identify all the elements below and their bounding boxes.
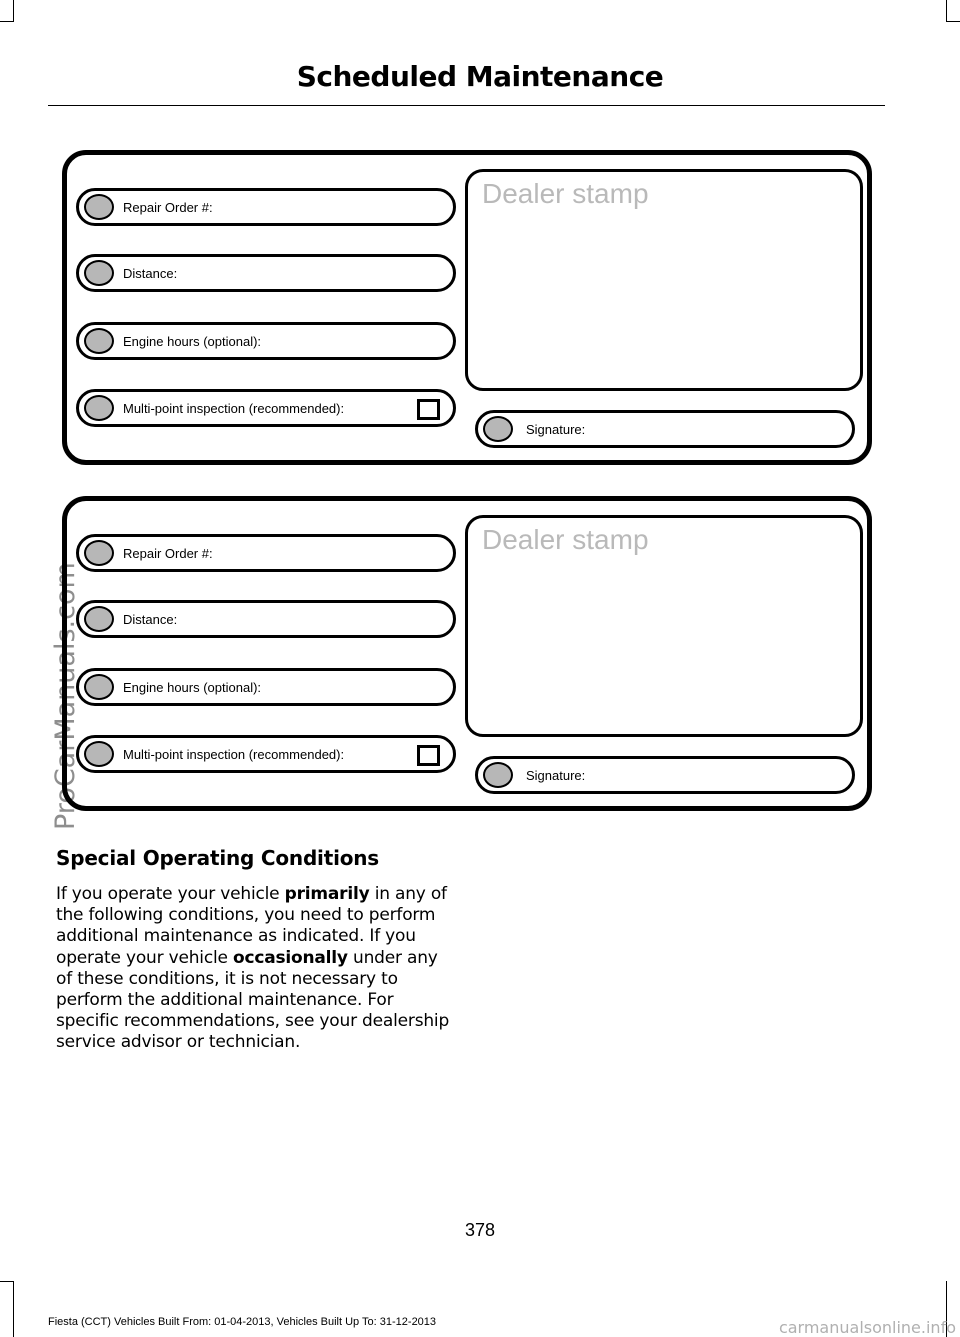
maintenance-record-card-2 (62, 496, 872, 811)
bottom-watermark: carmanualsonline.info (778, 1318, 956, 1337)
engine-hours-label: Engine hours (optional): (123, 334, 262, 349)
field-bullet-icon (84, 328, 114, 354)
distance-label: Distance: (123, 612, 178, 627)
title-divider (48, 105, 885, 106)
inspection-label: Multi-point inspection (recommended): (123, 747, 345, 762)
page-number: 378 (464, 1220, 496, 1240)
distance-field[interactable] (76, 254, 456, 292)
body-text-2: in any of the following conditions, you need to perform additional maintenance as indicated. If you operate your vehicle (56, 884, 447, 968)
field-bullet-icon (84, 674, 114, 700)
crop-mark-bottom-left-v (13, 1281, 14, 1337)
distance-field[interactable] (76, 600, 456, 638)
crop-mark-top-right-v (946, 0, 947, 22)
section-body (56, 884, 456, 1054)
repair-order-label: Repair Order #: (123, 546, 213, 561)
inspection-checkbox[interactable] (417, 745, 440, 766)
inspection-field (76, 389, 456, 427)
engine-hours-field[interactable] (76, 668, 456, 706)
section-heading: Special Operating Conditions (56, 846, 380, 870)
page-title: Scheduled Maintenance (296, 60, 664, 93)
crop-mark-top-right-h (946, 21, 960, 22)
repair-order-field[interactable] (76, 534, 456, 572)
field-bullet-icon (84, 194, 114, 220)
crop-mark-bottom-left-h (0, 1281, 14, 1282)
dealer-stamp-box (465, 515, 863, 737)
field-bullet-icon (483, 762, 513, 788)
signature-label: Signature: (526, 768, 586, 783)
body-text-3: under any of these conditions, it is not necessary to perform the additional maintenance. For specific recommendations, see your dealership service advisor or technician. (56, 947, 450, 1053)
repair-order-label: Repair Order #: (123, 200, 213, 215)
field-bullet-icon (84, 260, 114, 286)
engine-hours-label: Engine hours (optional): (123, 680, 262, 695)
dealer-stamp-box (465, 169, 863, 391)
inspection-checkbox[interactable] (417, 399, 440, 420)
dealer-stamp-label: Dealer stamp (482, 524, 649, 555)
body-emphasis-primarily: primarily (284, 884, 370, 904)
repair-order-field[interactable] (76, 188, 456, 226)
signature-field[interactable] (475, 756, 855, 794)
crop-mark-top-left-v (13, 0, 14, 22)
inspection-field (76, 735, 456, 773)
field-bullet-icon (84, 741, 114, 767)
side-watermark: ProCarManuals.com (50, 562, 81, 830)
field-bullet-icon (84, 540, 114, 566)
field-bullet-icon (483, 416, 513, 442)
signature-field[interactable] (475, 410, 855, 448)
engine-hours-field[interactable] (76, 322, 456, 360)
distance-label: Distance: (123, 266, 178, 281)
body-emphasis-occasionally: occasionally (232, 947, 348, 968)
dealer-stamp-label: Dealer stamp (482, 178, 649, 209)
body-text-1: If you operate your vehicle (56, 884, 285, 904)
signature-label: Signature: (526, 422, 586, 437)
crop-mark-top-left-h (0, 21, 14, 22)
inspection-label: Multi-point inspection (recommended): (123, 401, 345, 416)
field-bullet-icon (84, 395, 114, 421)
footer-vehicle-info: Fiesta (CCT) Vehicles Built From: 01-04-2013, Vehicles Built Up To: 31-12-2013 (48, 1316, 437, 1328)
maintenance-record-card-1 (62, 150, 872, 465)
field-bullet-icon (84, 606, 114, 632)
